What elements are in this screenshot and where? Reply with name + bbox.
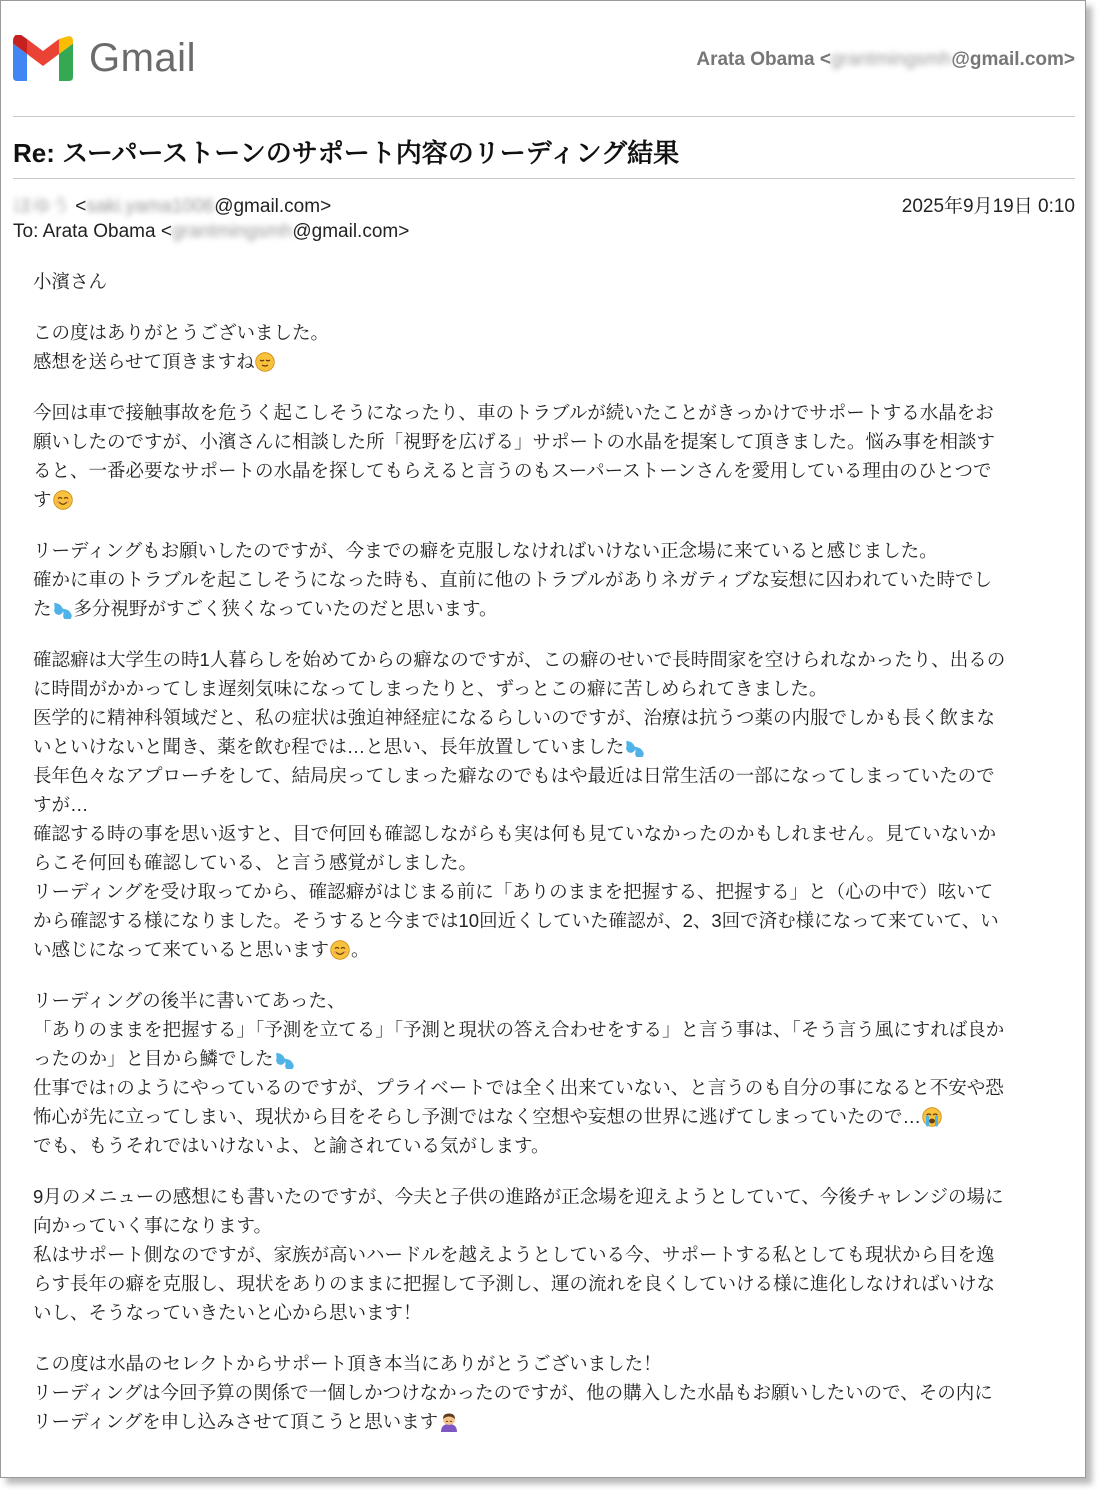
body-line: でも、もうそれではいけないよ、と諭されている気がします。 <box>33 1135 550 1156</box>
paragraph-1 <box>33 398 1063 514</box>
to-row <box>13 219 1075 244</box>
gmail-logo <box>13 35 196 81</box>
email-date: 2025年9月19日 0:10 <box>901 196 1075 217</box>
body-line: た 多分視野がすごく狭くなっていたのだと思います。 <box>33 594 1063 623</box>
body-line: この度は水晶のセレクトからサポート頂き本当にありがとうございました！ <box>33 1353 662 1374</box>
recipient-email-redacted: grantmingsmh <box>171 221 293 242</box>
body-line: らこそ何回も確認している、と言う感覚がしました。 <box>33 852 478 873</box>
body-line: 怖心が先に立ってしまい、現状から目をそらし予測ではなく空想や妄想の世界に逃げてしまっていたので… <box>33 1102 1063 1131</box>
body-line: 感想を送らせて頂きますね <box>33 347 1063 376</box>
relieved-face-emoji <box>255 352 275 372</box>
body-line: 願いしたのですが、小濱さんに相談した所「視野を広げる」サポートの水晶を提案して頂きました。悩み事を相談す <box>33 431 996 452</box>
paragraph-3 <box>33 645 1063 964</box>
body-line: 向かっていく事になります。 <box>33 1215 273 1236</box>
body-line: らす長年の癖を克服し、現状をありのままに把握して予測し、運の流れを良くしていける様に進化しなければいけな <box>33 1273 996 1294</box>
email-body <box>33 267 1063 1458</box>
body-line: ると、一番必要なサポートの水晶を探してもらえると言うのもスーパーストーンさんを愛用している理由のひとつで <box>33 460 992 481</box>
body-line: リーディングを受け取ってから、確認癖がはじまる前に「ありのままを把握する、把握する」と（心の中で）呟いて <box>33 881 994 902</box>
bowing-person-emoji <box>439 1412 459 1432</box>
sweat-droplets-emoji <box>625 737 645 757</box>
body-line: リーディングもお願いしたのですが、今までの癖を克服しなければいけない正念場に来ていると感じました。 <box>33 540 938 561</box>
account-email-open: < <box>819 49 832 70</box>
email-subject: Re: スーパーストーンのサポート内容のリーディング結果 <box>13 138 680 168</box>
paragraph-2 <box>33 536 1063 623</box>
sweat-droplets-emoji <box>53 599 73 619</box>
header <box>13 31 1075 91</box>
body-line: から確認する様になりました。そうすると今までは10回近くしていた確認が、2、3回で済む様になって来ていて、い <box>33 910 999 931</box>
paragraph-5 <box>33 1182 1063 1327</box>
smiling-face-emoji <box>330 940 350 960</box>
body-line: 私はサポート側なのですが、家族が高いハードルを越えようとしている今、サポートする私としても現状から目を逸 <box>33 1244 995 1265</box>
body-line: リーディングを申し込みさせて頂こうと思います <box>33 1407 1063 1436</box>
body-line: い感じになって来ていると思います 。 <box>33 939 370 960</box>
divider-subject <box>13 178 1075 179</box>
recipient-prefix: To: Arata Obama < <box>13 221 172 242</box>
body-line: 小濱さん <box>33 271 108 292</box>
body-line: 仕事では↑のようにやっているのですが、プライベートでは全く出来ていない、と言うのも自分の事になると不安や恐 <box>33 1077 1004 1098</box>
body-line: リーディングの後半に書いてあった、 <box>33 990 346 1011</box>
account-email-redacted: grantmingsmh <box>831 49 952 70</box>
body-line: す <box>33 485 1063 514</box>
email-meta <box>13 194 1075 244</box>
body-line: ったのか」と目から鱗でした <box>33 1044 1063 1073</box>
from-row <box>13 194 1075 219</box>
body-line: いといけないと聞き、薬を飲む程では…と思い、長年放置していました <box>33 732 1063 761</box>
gmail-wordmark: Gmail <box>89 35 196 80</box>
account-info <box>696 49 1075 71</box>
paragraph-6 <box>33 1349 1063 1436</box>
body-line: 確かに車のトラブルを起こしそうになった時も、直前に他のトラブルがありネガティブな妄想に囚われていた時でし <box>33 569 993 590</box>
account-email-domain: @gmail.com> <box>951 49 1075 70</box>
sender-email-redacted: saki.yama1006 <box>86 196 215 217</box>
crying-face-emoji <box>922 1107 942 1127</box>
body-line: 確認する時の事を思い返すと、目で何回も確認しながらも実は何も見ていなかったのかもしれません。見ていないか <box>33 823 997 844</box>
paragraph-thanks <box>33 318 1063 376</box>
paragraph-greeting <box>33 267 1063 296</box>
body-line: 「ありのままを把握する」「予測を立てる」「予測と現状の答え合わせをする」と言う事は、「そう言う風にすれば良か <box>33 1019 1005 1040</box>
body-line: すが… <box>33 794 89 815</box>
account-name: Arata Obama <box>696 49 815 70</box>
body-line: 医学的に精神科領域だと、私の症状は強迫神経症になるらしいのですが、治療は抗うつ薬の内服でしかも長く飲まな <box>33 707 996 728</box>
body-line: 長年色々なアプローチをして、結局戻ってしまった癖なのでもはや最近は日常生活の一部になってしまっていたので <box>33 765 995 786</box>
sender-email-open: < <box>75 196 87 217</box>
smiling-face-emoji <box>53 490 73 510</box>
body-line: 今回は車で接触事故を危うく起こしそうになったり、車のトラブルが続いたことがきっかけでサポートする水晶をお <box>33 402 994 423</box>
sweat-droplets-emoji <box>275 1049 295 1069</box>
body-line: 確認癖は大学生の時1人暮らしを始めてからの癖なのですが、この癖のせいで長時間家を空けられなかったり、出るの <box>33 649 1006 670</box>
divider-top <box>13 116 1075 117</box>
paragraph-4 <box>33 986 1063 1160</box>
body-line: に時間がかかってしま遅刻気味になってしまったりと、ずっとこの癖に苦しめられてきました。 <box>33 678 828 699</box>
recipient-email-domain: @gmail.com> <box>292 221 410 242</box>
body-line: いし、そうなっていきたいと心から思います！ <box>33 1302 422 1323</box>
gmail-m-icon <box>13 35 73 81</box>
body-line: リーディングは今回予算の関係で一個しかつけなかったのですが、他の購入した水晶もお願いしたいので、その内に <box>33 1382 993 1403</box>
sender-name-redacted: ほゆう <box>13 196 71 217</box>
sender-email-domain: @gmail.com> <box>214 196 332 217</box>
body-line: この度はありがとうございました。 <box>33 322 330 343</box>
body-line: 9月のメニューの感想にも書いたのですが、今夫と子供の進路が正念場を迎えようとしていて、今後チャレンジの場に <box>33 1186 1004 1207</box>
